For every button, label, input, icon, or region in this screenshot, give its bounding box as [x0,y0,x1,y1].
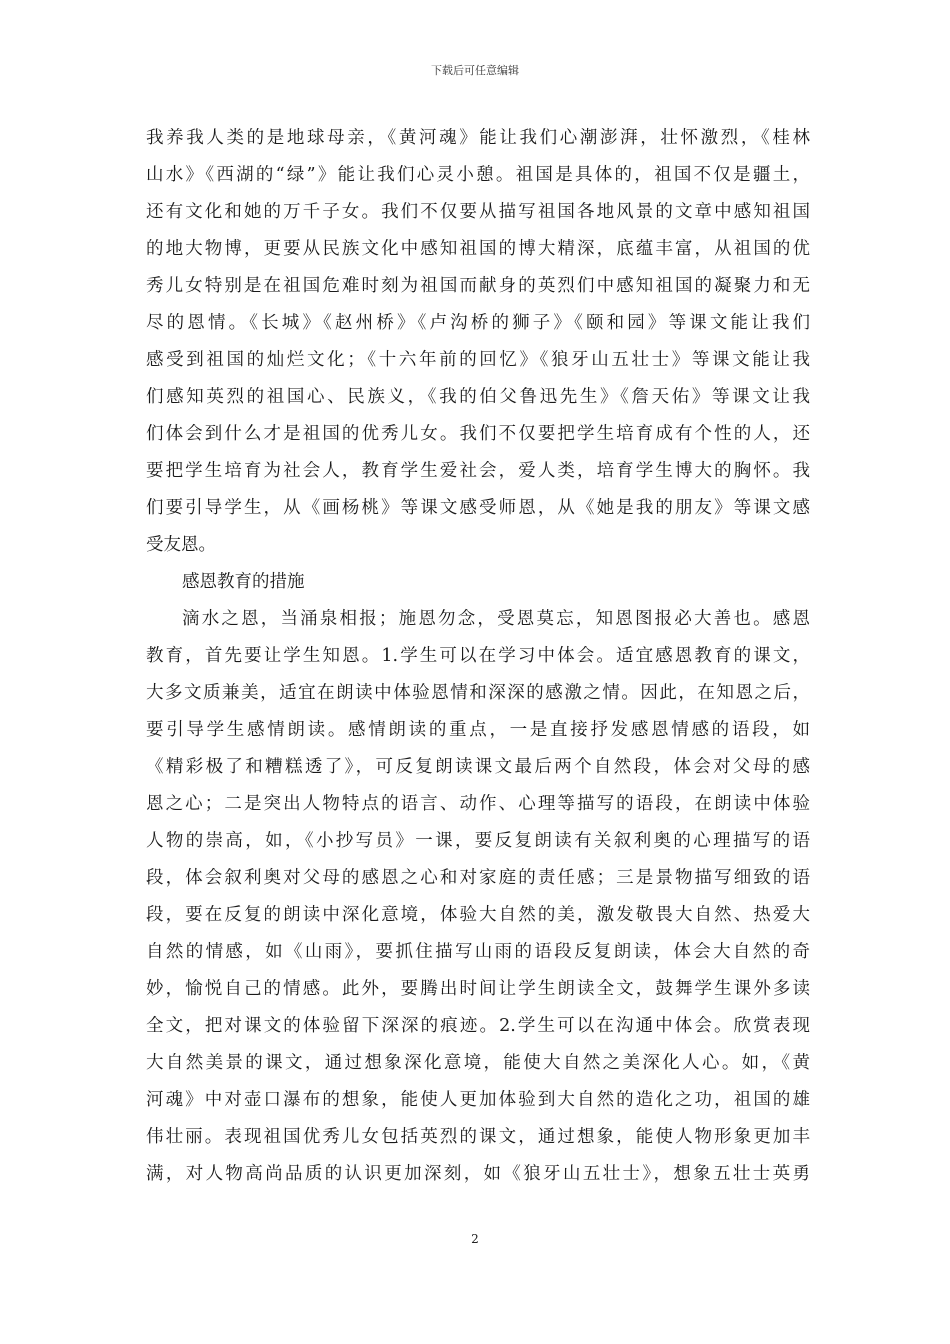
text-line: 要引导学生感情朗读。感情朗读的重点，一是直接抒发感恩情感的语段，如 [146,720,810,740]
text-line: 教育，首先要让学生知恩。1.学生可以在学习中体会。适宜感恩教育的课文， [146,646,810,666]
text-line: 秀儿女特别是在祖国危难时刻为祖国而献身的英烈们中感知祖国的凝聚力和无 [146,276,810,296]
text-line: 受友恩。 [146,535,216,555]
text-line: 段，体会叙利奥对父母的感恩之心和对家庭的责任感；三是景物描写细致的语 [146,868,810,888]
text-line: 们感知英烈的祖国心、民族义，《我的伯父鲁迅先生》《詹天佑》等课文让我 [146,387,810,407]
text-line: 的地大物博，更要从民族文化中感知祖国的博大精深，底蕴丰富，从祖国的优 [146,239,810,259]
text-line: 恩之心；二是突出人物特点的语言、动作、心理等描写的语段，在朗读中体验 [146,794,810,814]
text-line: 全文，把对课文的体验留下深深的痕迹。2.学生可以在沟通中体会。欣赏表现 [146,1016,810,1036]
text-line: 人物的崇高，如，《小抄写员》一课，要反复朗读有关叙利奥的心理描写的语 [146,831,810,851]
text-line: 还有文化和她的万千子女。我们不仅要从描写祖国各地风景的文章中感知祖国 [146,202,810,222]
text-line: 《精彩极了和糟糕透了》，可反复朗读课文最后两个自然段，体会对父母的感 [146,757,810,777]
text-line: 满，对人物高尚品质的认识更加深刻，如《狼牙山五壮士》，想象五壮士英勇 [146,1164,810,1184]
text-line: 大多文质兼美，适宜在朗读中体验恩情和深深的感激之情。因此，在知恩之后， [146,683,810,703]
page-number: 2 [471,1232,479,1246]
text-line: 伟壮丽。表现祖国优秀儿女包括英烈的课文，通过想象，能使人物形象更加丰 [146,1127,810,1147]
text-line: 山水》《西湖的“绿”》能让我们心灵小憩。祖国是具体的，祖国不仅是疆土， [146,165,810,185]
text-line: 段，要在反复的朗读中深化意境，体验大自然的美，激发敬畏大自然、热爱大 [146,905,810,925]
text-line: 要把学生培育为社会人，教育学生爱社会，爱人类，培育学生博大的胸怀。我 [146,461,810,481]
document-body [146,120,810,1193]
text-line: 河魂》中对壶口瀑布的想象，能使人更加体验到大自然的造化之功，祖国的雄 [146,1090,810,1110]
page-header: 下载后可任意编辑 [431,64,519,77]
text-line: 尽的恩情。《长城》《赵州桥》《卢沟桥的狮子》《颐和园》等课文能让我们 [146,313,810,333]
text-line: 妙，愉悦自己的情感。此外，要腾出时间让学生朗读全文，鼓舞学生课外多读 [146,979,810,999]
text-line: 们体会到什么才是祖国的优秀儿女。我们不仅要把学生培育成有个性的人，还 [146,424,810,444]
text-line: 滴水之恩，当涌泉相报；施恩勿念，受恩莫忘，知恩图报必大善也。感恩 [182,609,810,629]
text-line: 感受到祖国的灿烂文化；《十六年前的回忆》《狼牙山五壮士》等课文能让我 [146,350,810,370]
text-line: 们要引导学生，从《画杨桃》等课文感受师恩，从《她是我的朋友》等课文感 [146,498,810,518]
text-line: 大自然美景的课文，通过想象深化意境，能使大自然之美深化人心。如，《黄 [146,1053,810,1073]
text-line: 自然的情感，如《山雨》，要抓住描写山雨的语段反复朗读，体会大自然的奇 [146,942,810,962]
text-line: 我养我人类的是地球母亲，《黄河魂》能让我们心潮澎湃，壮怀激烈，《桂林 [146,128,810,148]
section-heading: 感恩教育的措施 [182,572,305,592]
